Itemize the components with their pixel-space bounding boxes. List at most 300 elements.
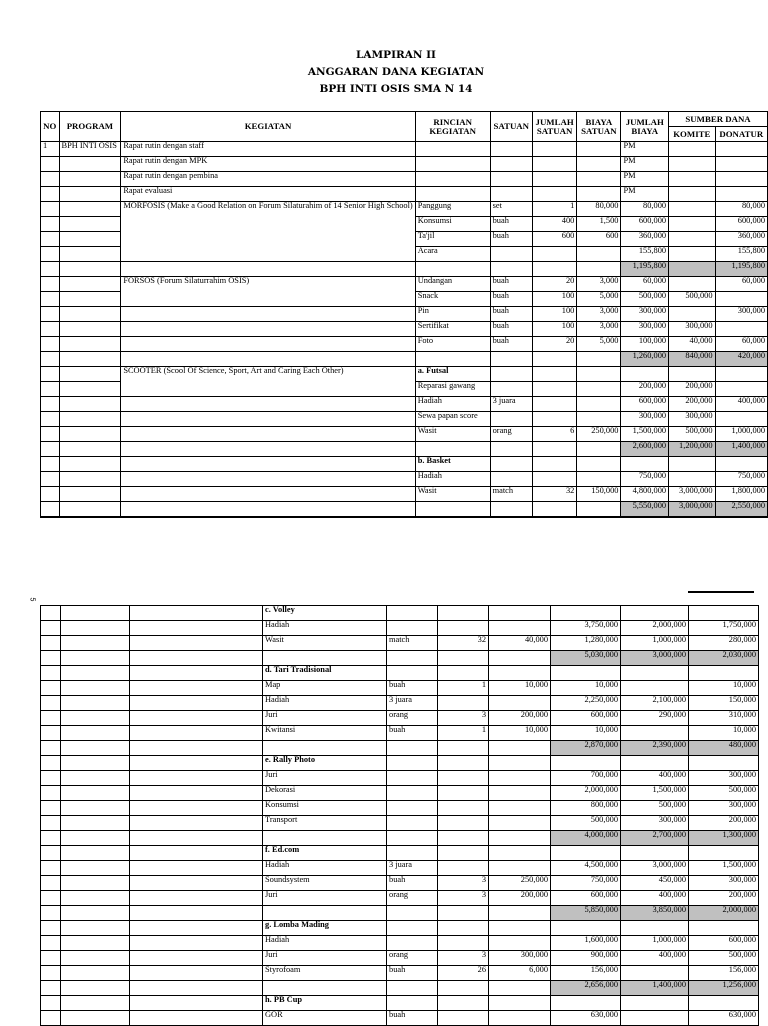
table-row (41, 936, 759, 951)
cell-donatur (689, 606, 759, 621)
budget-table-top-body (41, 142, 768, 518)
cell-program (61, 996, 130, 1011)
cell-no (41, 217, 60, 232)
cell-program (59, 397, 121, 412)
cell-rincian: Hadiah (263, 861, 387, 876)
cell-program (61, 801, 130, 816)
cell-biaya-satuan (577, 187, 621, 202)
cell-jumlah-satuan (438, 996, 489, 1011)
cell-no (41, 157, 60, 172)
col-header-donatur: DONATUR (715, 127, 767, 142)
cell-komite: 3,000,000 (621, 861, 689, 876)
table-row (41, 636, 759, 651)
cell-jumlah-biaya: 200,000 (621, 382, 669, 397)
cell-jumlah-satuan: 32 (532, 487, 576, 502)
cell-no (41, 801, 61, 816)
table-row (41, 457, 768, 472)
cell-donatur (715, 457, 767, 472)
col-header-jumlah-satuan: JUMLAH SATUAN (532, 112, 576, 142)
cell-no (41, 457, 60, 472)
cell-rincian: Foto (415, 337, 490, 352)
cell-donatur: 60,000 (715, 277, 767, 292)
table-row (41, 756, 759, 771)
cell-program (59, 472, 121, 487)
cell-donatur: 200,000 (689, 891, 759, 906)
cell-biaya-satuan (489, 756, 551, 771)
subtotal-row (41, 262, 768, 277)
col-header-no: NO (41, 112, 60, 142)
cell-satuan (387, 786, 438, 801)
cell-rincian: Wasit (415, 427, 490, 442)
cell-rincian (263, 831, 387, 846)
cell-rincian (263, 651, 387, 666)
cell-no (41, 412, 60, 427)
cell-jumlah-satuan (438, 861, 489, 876)
cell-biaya-satuan (577, 412, 621, 427)
cell-no (41, 337, 60, 352)
cell-program (61, 861, 130, 876)
cell-program (61, 756, 130, 771)
cell-rincian: Ta'jil (415, 232, 490, 247)
cell-jumlah-biaya: 2,656,000 (551, 981, 621, 996)
cell-program (59, 232, 121, 247)
cell-kegiatan (130, 996, 263, 1011)
table-row (41, 606, 759, 621)
cell-program (59, 247, 121, 262)
cell-biaya-satuan (577, 247, 621, 262)
cell-program: BPH INTI OSIS (59, 142, 121, 157)
cell-kegiatan (130, 846, 263, 861)
cell-komite: 500,000 (621, 801, 689, 816)
cell-no (41, 906, 61, 921)
cell-komite (621, 606, 689, 621)
page-mark: 5 (28, 597, 36, 602)
cell-rincian (415, 172, 490, 187)
cell-donatur (689, 666, 759, 681)
cell-jumlah-satuan (438, 696, 489, 711)
cell-rincian: Wasit (415, 487, 490, 502)
cell-komite: 400,000 (621, 951, 689, 966)
cell-no (41, 172, 60, 187)
cell-satuan (490, 412, 532, 427)
cell-donatur: 600,000 (715, 217, 767, 232)
cell-satuan (490, 457, 532, 472)
cell-jumlah-biaya: 750,000 (551, 876, 621, 891)
cell-rincian: Pin (415, 307, 490, 322)
cell-kegiatan (130, 756, 263, 771)
cell-kegiatan (130, 681, 263, 696)
cell-jumlah-satuan: 32 (438, 636, 489, 651)
table-row (41, 172, 768, 187)
cell-no (41, 367, 60, 382)
cell-jumlah-biaya: 300,000 (621, 322, 669, 337)
table-row (41, 876, 759, 891)
cell-komite: 3,000,000 (621, 651, 689, 666)
cell-rincian: Hadiah (263, 696, 387, 711)
cell-no (41, 666, 61, 681)
cell-jumlah-satuan (532, 382, 576, 397)
cell-komite: 400,000 (621, 891, 689, 906)
cell-jumlah-satuan (438, 936, 489, 951)
cell-donatur: 300,000 (689, 801, 759, 816)
cell-jumlah-biaya: 2,250,000 (551, 696, 621, 711)
cell-kegiatan (130, 831, 263, 846)
cell-satuan (490, 157, 532, 172)
cell-kegiatan (121, 442, 415, 457)
subtotal-row (41, 442, 768, 457)
table-row (41, 367, 768, 382)
cell-jumlah-biaya: 1,260,000 (621, 352, 669, 367)
cell-rincian: Panggung (415, 202, 490, 217)
cell-komite (669, 472, 715, 487)
cell-program (61, 621, 130, 636)
cell-biaya-satuan (577, 157, 621, 172)
cell-biaya-satuan (577, 382, 621, 397)
page-break-line (688, 591, 754, 593)
cell-jumlah-biaya: 5,850,000 (551, 906, 621, 921)
cell-jumlah-satuan (438, 906, 489, 921)
cell-satuan (490, 502, 532, 518)
cell-biaya-satuan (489, 801, 551, 816)
cell-program (59, 202, 121, 217)
cell-rincian: GOR (263, 1011, 387, 1026)
cell-biaya-satuan: 200,000 (489, 711, 551, 726)
cell-komite (669, 232, 715, 247)
cell-kegiatan (130, 921, 263, 936)
cell-kegiatan: Rapat rutin dengan pembina (121, 172, 415, 187)
document-header (0, 47, 768, 98)
cell-program (61, 726, 130, 741)
cell-donatur: 300,000 (715, 307, 767, 322)
cell-no (41, 307, 60, 322)
cell-komite: 1,000,000 (621, 936, 689, 951)
cell-program (61, 816, 130, 831)
cell-satuan (387, 756, 438, 771)
cell-komite: 840,000 (669, 352, 715, 367)
cell-satuan: orang (387, 951, 438, 966)
cell-kegiatan (121, 427, 415, 442)
cell-donatur: 300,000 (689, 876, 759, 891)
cell-jumlah-biaya: 4,500,000 (551, 861, 621, 876)
table-row (41, 801, 759, 816)
cell-komite: 1,400,000 (621, 981, 689, 996)
cell-jumlah-satuan (438, 666, 489, 681)
cell-satuan: orang (387, 711, 438, 726)
cell-jumlah-biaya: 500,000 (551, 816, 621, 831)
table-row (41, 337, 768, 352)
cell-biaya-satuan (577, 502, 621, 518)
budget-table-top (40, 111, 768, 518)
cell-program (59, 487, 121, 502)
table-row (41, 427, 768, 442)
cell-donatur (715, 187, 767, 202)
cell-jumlah-biaya: 630,000 (551, 1011, 621, 1026)
budget-table-continued (40, 605, 759, 1026)
cell-jumlah-biaya: 100,000 (621, 337, 669, 352)
cell-rincian: Styrofoam (263, 966, 387, 981)
cell-biaya-satuan (577, 262, 621, 277)
cell-no (41, 651, 61, 666)
cell-program (61, 681, 130, 696)
subtotal-row (41, 502, 768, 518)
cell-donatur: 1,800,000 (715, 487, 767, 502)
cell-kegiatan (121, 397, 415, 412)
cell-jumlah-biaya (621, 367, 669, 382)
cell-satuan: match (490, 487, 532, 502)
cell-satuan: orang (490, 427, 532, 442)
cell-donatur: 400,000 (715, 397, 767, 412)
cell-donatur (715, 412, 767, 427)
cell-jumlah-satuan (532, 412, 576, 427)
cell-donatur: 80,000 (715, 202, 767, 217)
cell-program (59, 367, 121, 382)
cell-jumlah-satuan: 3 (438, 876, 489, 891)
cell-no (41, 442, 60, 457)
cell-biaya-satuan: 3,000 (577, 277, 621, 292)
cell-komite: 3,000,000 (669, 502, 715, 518)
cell-jumlah-satuan: 3 (438, 891, 489, 906)
cell-satuan: buah (490, 217, 532, 232)
cell-satuan: match (387, 636, 438, 651)
table-row (41, 157, 768, 172)
cell-program (61, 696, 130, 711)
cell-donatur: 1,195,800 (715, 262, 767, 277)
cell-biaya-satuan: 80,000 (577, 202, 621, 217)
cell-kegiatan: Rapat rutin dengan MPK (121, 157, 415, 172)
cell-program (59, 292, 121, 307)
cell-rincian: Hadiah (415, 472, 490, 487)
cell-program (61, 651, 130, 666)
cell-kegiatan (130, 666, 263, 681)
cell-jumlah-satuan: 20 (532, 277, 576, 292)
cell-kegiatan (121, 262, 415, 277)
cell-satuan: buah (490, 322, 532, 337)
cell-komite (621, 756, 689, 771)
cell-program (61, 771, 130, 786)
cell-no (41, 397, 60, 412)
cell-jumlah-biaya: 5,030,000 (551, 651, 621, 666)
cell-satuan: set (490, 202, 532, 217)
cell-jumlah-satuan (438, 756, 489, 771)
cell-jumlah-biaya: 2,600,000 (621, 442, 669, 457)
cell-biaya-satuan: 5,000 (577, 337, 621, 352)
table-row (41, 816, 759, 831)
cell-kegiatan (130, 651, 263, 666)
cell-rincian: Hadiah (263, 936, 387, 951)
cell-komite: 500,000 (669, 427, 715, 442)
table-row (41, 142, 768, 157)
cell-kegiatan (130, 771, 263, 786)
cell-biaya-satuan (577, 442, 621, 457)
cell-satuan (387, 996, 438, 1011)
table-row (41, 1011, 759, 1026)
cell-kegiatan (121, 502, 415, 518)
cell-donatur (715, 322, 767, 337)
cell-jumlah-satuan (532, 157, 576, 172)
cell-biaya-satuan: 10,000 (489, 681, 551, 696)
cell-no (41, 741, 61, 756)
table-row (41, 846, 759, 861)
cell-komite: 1,000,000 (621, 636, 689, 651)
cell-komite: 300,000 (621, 816, 689, 831)
cell-komite: 3,850,000 (621, 906, 689, 921)
cell-biaya-satuan (489, 696, 551, 711)
cell-jumlah-biaya: 4,800,000 (621, 487, 669, 502)
table-row (41, 951, 759, 966)
table-row (41, 681, 759, 696)
cell-jumlah-biaya: 60,000 (621, 277, 669, 292)
cell-kegiatan (130, 936, 263, 951)
cell-jumlah-biaya: PM (621, 172, 669, 187)
cell-kegiatan (130, 636, 263, 651)
cell-jumlah-satuan (438, 651, 489, 666)
col-header-satuan: SATUAN (490, 112, 532, 142)
table-row (41, 771, 759, 786)
subtotal-row (41, 831, 759, 846)
cell-satuan (387, 771, 438, 786)
cell-donatur (689, 846, 759, 861)
cell-no (41, 427, 60, 442)
cell-jumlah-satuan: 1 (438, 726, 489, 741)
cell-donatur: 500,000 (689, 786, 759, 801)
cell-donatur: 155,800 (715, 247, 767, 262)
cell-biaya-satuan (489, 786, 551, 801)
cell-donatur: 1,500,000 (689, 861, 759, 876)
cell-donatur (715, 367, 767, 382)
cell-komite (669, 217, 715, 232)
cell-jumlah-satuan: 1 (438, 681, 489, 696)
cell-biaya-satuan (489, 1011, 551, 1026)
cell-satuan: 3 juara (387, 861, 438, 876)
cell-program (59, 427, 121, 442)
cell-komite: 3,000,000 (669, 487, 715, 502)
cell-jumlah-biaya (621, 457, 669, 472)
cell-rincian: Juri (263, 891, 387, 906)
cell-jumlah-biaya (551, 666, 621, 681)
cell-kegiatan: MORFOSIS (Make a Good Relation on Forum Silaturahim of 14 Senior High School) (121, 202, 415, 262)
cell-donatur: 1,750,000 (689, 621, 759, 636)
cell-program (61, 711, 130, 726)
cell-no (41, 996, 61, 1011)
cell-komite: 290,000 (621, 711, 689, 726)
cell-no (41, 861, 61, 876)
cell-no (41, 756, 61, 771)
col-header-kegiatan: KEGIATAN (121, 112, 415, 142)
cell-program (61, 846, 130, 861)
cell-jumlah-satuan: 20 (532, 337, 576, 352)
cell-komite: 300,000 (669, 412, 715, 427)
cell-satuan (387, 621, 438, 636)
table-row (41, 202, 768, 217)
cell-satuan (490, 472, 532, 487)
cell-jumlah-satuan (438, 741, 489, 756)
cell-rincian: Juri (263, 771, 387, 786)
cell-program (59, 322, 121, 337)
cell-donatur: 360,000 (715, 232, 767, 247)
cell-program (61, 921, 130, 936)
cell-komite (669, 247, 715, 262)
cell-rincian: Undangan (415, 277, 490, 292)
cell-no (41, 846, 61, 861)
cell-satuan (387, 816, 438, 831)
cell-rincian: Soundsystem (263, 876, 387, 891)
cell-rincian (263, 981, 387, 996)
cell-program (59, 217, 121, 232)
cell-kegiatan (130, 906, 263, 921)
cell-jumlah-satuan (532, 457, 576, 472)
cell-rincian: d. Tari Tradisional (263, 666, 387, 681)
cell-program (61, 666, 130, 681)
cell-komite (621, 966, 689, 981)
cell-donatur: 1,000,000 (715, 427, 767, 442)
cell-jumlah-satuan (438, 846, 489, 861)
cell-rincian: Kwitansi (263, 726, 387, 741)
cell-jumlah-biaya: 1,500,000 (621, 427, 669, 442)
cell-kegiatan (121, 457, 415, 472)
cell-jumlah-biaya: 1,600,000 (551, 936, 621, 951)
cell-biaya-satuan (489, 771, 551, 786)
cell-jumlah-satuan: 400 (532, 217, 576, 232)
cell-jumlah-satuan (532, 442, 576, 457)
cell-komite (669, 307, 715, 322)
cell-rincian (415, 502, 490, 518)
cell-satuan (490, 142, 532, 157)
cell-no (41, 891, 61, 906)
cell-komite: 300,000 (669, 322, 715, 337)
cell-jumlah-satuan: 100 (532, 322, 576, 337)
cell-jumlah-biaya: 360,000 (621, 232, 669, 247)
cell-biaya-satuan (489, 996, 551, 1011)
cell-jumlah-satuan (438, 1011, 489, 1026)
cell-biaya-satuan (489, 846, 551, 861)
cell-jumlah-satuan: 3 (438, 711, 489, 726)
col-header-rincian: RINCIAN KEGIATAN (415, 112, 490, 142)
cell-satuan (387, 801, 438, 816)
cell-komite (621, 1011, 689, 1026)
cell-jumlah-biaya: 300,000 (621, 412, 669, 427)
cell-satuan (490, 367, 532, 382)
cell-no (41, 487, 60, 502)
cell-jumlah-biaya: 700,000 (551, 771, 621, 786)
cell-komite (669, 187, 715, 202)
cell-komite: 2,100,000 (621, 696, 689, 711)
cell-jumlah-satuan: 6 (532, 427, 576, 442)
cell-komite: 1,500,000 (621, 786, 689, 801)
cell-rincian: Wasit (263, 636, 387, 651)
cell-satuan: buah (387, 726, 438, 741)
table-row (41, 726, 759, 741)
col-header-jumlah-biaya: JUMLAH BIAYA (621, 112, 669, 142)
cell-satuan (387, 936, 438, 951)
cell-satuan (387, 846, 438, 861)
cell-komite (669, 367, 715, 382)
cell-satuan (490, 442, 532, 457)
cell-rincian (415, 442, 490, 457)
cell-komite: 450,000 (621, 876, 689, 891)
cell-kegiatan: SCOOTER (Scool Of Science, Sport, Art and Caring Each Other) (121, 367, 415, 397)
cell-biaya-satuan (489, 906, 551, 921)
cell-kegiatan (121, 322, 415, 337)
table-row (41, 921, 759, 936)
cell-biaya-satuan (489, 666, 551, 681)
cell-program (61, 906, 130, 921)
cell-jumlah-biaya: PM (621, 187, 669, 202)
cell-program (61, 786, 130, 801)
cell-donatur: 280,000 (689, 636, 759, 651)
cell-rincian: Hadiah (415, 397, 490, 412)
cell-no (41, 636, 61, 651)
cell-kegiatan (130, 981, 263, 996)
